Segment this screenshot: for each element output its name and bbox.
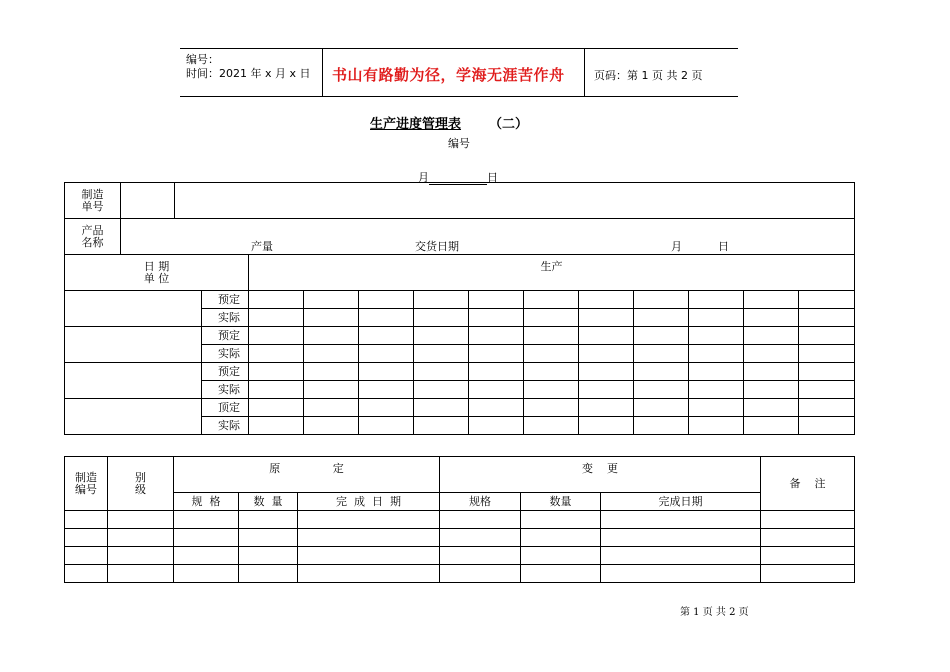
grid-cell[interactable] <box>298 565 440 583</box>
grid-cell[interactable] <box>579 309 634 327</box>
order-no-extra[interactable] <box>175 183 855 219</box>
grid-cell[interactable] <box>249 363 304 381</box>
grid-cell[interactable] <box>359 417 414 435</box>
grid-cell[interactable] <box>249 417 304 435</box>
unit-cell[interactable] <box>65 291 202 327</box>
grid-cell[interactable] <box>744 345 799 363</box>
grid-cell[interactable] <box>799 363 855 381</box>
grid-cell[interactable] <box>521 547 601 565</box>
product-name-value[interactable] <box>121 219 855 255</box>
unit-cell[interactable] <box>65 363 202 399</box>
grid-cell[interactable] <box>298 529 440 547</box>
grid-cell[interactable] <box>469 309 524 327</box>
grid-cell[interactable] <box>249 399 304 417</box>
grid-cell[interactable] <box>304 381 359 399</box>
remark-header: 备 注 <box>761 457 855 511</box>
product-name-label: 产品 名称 <box>65 219 121 255</box>
unit-header-label: 单 位 <box>143 271 170 285</box>
grid-cell[interactable] <box>799 327 855 345</box>
grid-cell[interactable] <box>689 381 744 399</box>
grid-cell[interactable] <box>761 565 855 583</box>
grid-cell[interactable] <box>65 547 108 565</box>
grid-cell[interactable] <box>601 565 761 583</box>
grid-cell[interactable] <box>799 399 855 417</box>
grid-cell[interactable] <box>521 529 601 547</box>
grid-cell[interactable] <box>634 309 689 327</box>
title-code-label: 编号 <box>448 137 470 150</box>
grid-cell[interactable] <box>761 547 855 565</box>
grid-cell[interactable] <box>414 345 469 363</box>
schedule-grid <box>64 254 855 435</box>
category-label: 别 级 <box>108 457 174 511</box>
grid-cell[interactable] <box>469 417 524 435</box>
grid-cell[interactable] <box>108 565 174 583</box>
header-top-rule <box>180 48 738 49</box>
grid-cell[interactable] <box>359 327 414 345</box>
grid-cell[interactable] <box>414 417 469 435</box>
table-row <box>65 529 855 547</box>
grid-cell[interactable] <box>634 417 689 435</box>
grid-cell[interactable] <box>304 399 359 417</box>
grid-cell[interactable] <box>239 547 298 565</box>
delivery-label: 交货日期 <box>415 240 459 253</box>
grid-cell[interactable] <box>521 565 601 583</box>
quantity-label: 产量 <box>251 240 273 253</box>
grid-cell[interactable] <box>249 381 304 399</box>
header-code-label: 编号： <box>186 53 219 66</box>
grid-cell[interactable] <box>174 529 239 547</box>
change-header: 变 更 <box>440 457 761 493</box>
grid-cell[interactable] <box>579 363 634 381</box>
production-info-table <box>64 182 855 255</box>
grid-cell[interactable] <box>601 511 761 529</box>
grid-cell[interactable] <box>689 417 744 435</box>
title-sub: （二） <box>489 117 529 132</box>
grid-cell[interactable] <box>304 309 359 327</box>
grid-cell[interactable] <box>65 511 108 529</box>
chg-date-header: 完成日期 <box>601 493 761 511</box>
header-divider-right <box>584 48 585 96</box>
grid-cell[interactable] <box>634 327 689 345</box>
grid-cell[interactable] <box>761 529 855 547</box>
delivery-month-label: 月 <box>671 240 682 253</box>
grid-cell[interactable] <box>799 309 855 327</box>
grid-cell[interactable] <box>298 511 440 529</box>
grid-cell[interactable] <box>249 327 304 345</box>
grid-cell[interactable] <box>579 345 634 363</box>
actual-label: 实际 <box>202 345 249 363</box>
grid-cell[interactable] <box>744 291 799 309</box>
grid-cell[interactable] <box>304 291 359 309</box>
date-header-label: 日 期 <box>143 259 170 273</box>
grid-cell[interactable] <box>744 417 799 435</box>
grid-cell[interactable] <box>359 291 414 309</box>
grid-cell[interactable] <box>359 381 414 399</box>
grid-cell[interactable] <box>359 399 414 417</box>
plan-label: 顶定 <box>202 399 249 417</box>
production-header: 生产 <box>249 255 855 291</box>
grid-cell[interactable] <box>414 381 469 399</box>
plan-label: 预定 <box>202 327 249 345</box>
grid-cell[interactable] <box>579 417 634 435</box>
grid-cell[interactable] <box>239 565 298 583</box>
grid-cell[interactable] <box>634 381 689 399</box>
grid-cell[interactable] <box>799 381 855 399</box>
grid-cell[interactable] <box>524 291 579 309</box>
chg-spec-header: 规格 <box>440 493 521 511</box>
title-main: 生产进度管理表 <box>370 117 462 132</box>
grid-cell[interactable] <box>414 309 469 327</box>
grid-cell[interactable] <box>174 547 239 565</box>
grid-cell[interactable] <box>108 529 174 547</box>
grid-cell[interactable] <box>108 547 174 565</box>
grid-cell[interactable] <box>174 565 239 583</box>
grid-cell[interactable] <box>689 291 744 309</box>
grid-cell[interactable] <box>469 345 524 363</box>
change-order-no-label: 制造 编号 <box>65 457 108 511</box>
change-record-table <box>64 456 855 583</box>
grid-cell[interactable] <box>524 345 579 363</box>
actual-label: 实际 <box>202 309 249 327</box>
grid-cell[interactable] <box>744 381 799 399</box>
grid-cell[interactable] <box>634 399 689 417</box>
grid-cell[interactable] <box>761 511 855 529</box>
header-bottom-rule <box>180 96 738 97</box>
grid-cell[interactable] <box>108 511 174 529</box>
grid-cell[interactable] <box>469 381 524 399</box>
grid-cell[interactable] <box>634 363 689 381</box>
original-header: 原 定 <box>174 457 440 493</box>
grid-cell[interactable] <box>469 399 524 417</box>
grid-cell[interactable] <box>239 511 298 529</box>
grid-cell[interactable] <box>249 345 304 363</box>
grid-cell[interactable] <box>524 363 579 381</box>
grid-cell[interactable] <box>304 363 359 381</box>
grid-cell[interactable] <box>744 399 799 417</box>
grid-cell[interactable] <box>359 309 414 327</box>
grid-cell[interactable] <box>239 529 298 547</box>
order-no-label: 制造 单号 <box>65 183 121 219</box>
grid-cell[interactable] <box>524 381 579 399</box>
unit-cell[interactable] <box>65 399 202 435</box>
grid-cell[interactable] <box>249 309 304 327</box>
grid-cell[interactable] <box>689 345 744 363</box>
grid-cell[interactable] <box>414 363 469 381</box>
grid-cell[interactable] <box>414 327 469 345</box>
grid-cell[interactable] <box>799 417 855 435</box>
grid-cell[interactable] <box>601 529 761 547</box>
grid-cell[interactable] <box>524 327 579 345</box>
grid-cell[interactable] <box>440 565 521 583</box>
chg-qty-header: 数量 <box>521 493 601 511</box>
grid-cell[interactable] <box>414 399 469 417</box>
actual-label: 实际 <box>202 381 249 399</box>
grid-cell[interactable] <box>689 399 744 417</box>
grid-cell[interactable] <box>799 291 855 309</box>
header-page-code: 页码：第 1 页 共 2 页 <box>594 69 703 82</box>
grid-cell[interactable] <box>579 399 634 417</box>
date-month-label: 月 <box>418 171 429 184</box>
grid-cell[interactable] <box>440 511 521 529</box>
page-title <box>370 113 528 132</box>
grid-cell[interactable] <box>689 327 744 345</box>
grid-cell[interactable] <box>304 327 359 345</box>
grid-cell[interactable] <box>744 327 799 345</box>
table-row <box>65 547 855 565</box>
grid-cell[interactable] <box>249 291 304 309</box>
grid-cell[interactable] <box>414 291 469 309</box>
grid-cell[interactable] <box>469 291 524 309</box>
header-motto: 书山有路勤为径，学海无涯苦作舟 <box>332 66 565 84</box>
header-time-label: 时间：2021 年 x 月 x 日 <box>186 67 311 80</box>
grid-cell[interactable] <box>689 363 744 381</box>
delivery-day-label: 日 <box>718 240 729 253</box>
grid-cell[interactable] <box>304 417 359 435</box>
grid-cell[interactable] <box>65 529 108 547</box>
actual-label: 实际 <box>202 417 249 435</box>
grid-cell[interactable] <box>469 363 524 381</box>
grid-cell[interactable] <box>799 345 855 363</box>
grid-cell[interactable] <box>634 291 689 309</box>
grid-cell[interactable] <box>521 511 601 529</box>
grid-cell[interactable] <box>601 547 761 565</box>
plan-label: 预定 <box>202 363 249 381</box>
grid-cell[interactable] <box>359 363 414 381</box>
date-unit-header <box>65 255 249 291</box>
grid-cell[interactable] <box>744 363 799 381</box>
grid-cell[interactable] <box>440 529 521 547</box>
orig-date-header: 完 成 日 期 <box>298 493 440 511</box>
grid-cell[interactable] <box>440 547 521 565</box>
grid-cell[interactable] <box>579 291 634 309</box>
grid-cell[interactable] <box>579 327 634 345</box>
date-day-label: 日 <box>487 171 498 184</box>
plan-label: 预定 <box>202 291 249 309</box>
grid-cell[interactable] <box>174 511 239 529</box>
unit-cell[interactable] <box>65 327 202 363</box>
page-footer: 第 1 页 共 2 页 <box>680 607 749 618</box>
grid-cell[interactable] <box>469 327 524 345</box>
order-no-value[interactable] <box>121 183 175 219</box>
orig-spec-header: 规 格 <box>174 493 239 511</box>
grid-cell[interactable] <box>524 309 579 327</box>
grid-cell[interactable] <box>689 309 744 327</box>
table-row <box>65 511 855 529</box>
grid-cell[interactable] <box>579 381 634 399</box>
grid-cell[interactable] <box>744 309 799 327</box>
grid-cell[interactable] <box>304 345 359 363</box>
grid-cell[interactable] <box>359 345 414 363</box>
table-row <box>65 565 855 583</box>
grid-cell[interactable] <box>524 399 579 417</box>
grid-cell[interactable] <box>65 565 108 583</box>
grid-cell[interactable] <box>298 547 440 565</box>
orig-qty-header: 数 量 <box>239 493 298 511</box>
header-divider-left <box>322 48 323 96</box>
grid-cell[interactable] <box>524 417 579 435</box>
grid-cell[interactable] <box>634 345 689 363</box>
